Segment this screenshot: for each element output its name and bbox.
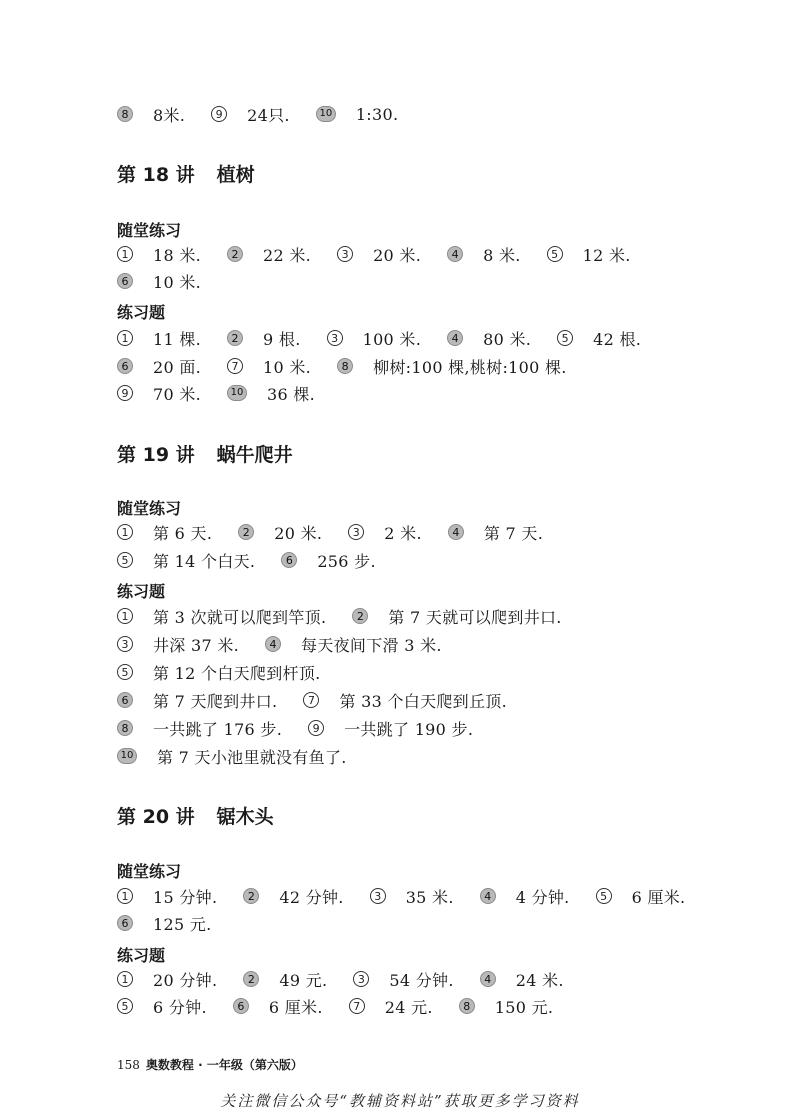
answer-text: 2 米. [384,523,422,543]
answer-text: 第 7 天小池里就没有鱼了. [157,747,347,767]
answer-number-badge: 1 [117,524,133,540]
answer-text: 80 米. [483,329,532,349]
answer-text: 10 米. [153,272,202,292]
answer-item [316,105,399,124]
section-title: 随堂练习 [117,499,182,518]
answer-number-badge: 6 [117,358,133,374]
answer-text: 49 元. [279,970,328,990]
answer-item [308,717,473,740]
answer-text: 42 分钟. [279,887,344,907]
answer-number-badge: 9 [117,385,133,401]
answer-item [233,995,323,1018]
answer-row [117,631,468,657]
answer-number-badge: 1 [117,246,133,262]
answer-item [117,885,217,908]
answer-number-badge: 2 [227,330,243,346]
answer-text: 54 分钟. [389,970,454,990]
answer-number-badge: 6 [117,692,133,708]
answer-text: 70 米. [153,384,202,404]
answer-item [117,745,347,768]
answer-row [117,993,579,1019]
answer-item [448,521,543,544]
answer-text: 一共跳了 176 步. [153,719,283,739]
answer-item [211,103,290,126]
answer-number-badge: 1 [117,608,133,624]
section-title: 练习题 [117,582,166,601]
answer-item [227,327,301,350]
lecture-topic: 植树 [216,164,255,186]
answer-row [117,268,227,294]
answer-number-badge: 1 [117,971,133,987]
answer-text: 8 米. [483,245,521,265]
answer-text: 每天夜间下滑 3 米. [301,635,442,655]
answer-text: 第 12 个白天爬到杆顶. [153,663,321,683]
answer-item [117,270,201,293]
answer-item [352,605,561,628]
lecture-number: 第 18 讲 [117,164,195,186]
answer-text: 10 米. [263,357,312,377]
answer-number-badge: 4 [447,330,463,346]
answer-text: 24只. [247,105,290,125]
answer-item [349,995,433,1018]
answer-row [117,966,590,992]
answer-number-badge: 3 [337,246,353,262]
answer-number-badge: 2 [243,888,259,904]
answer-row [117,883,711,909]
answer-item [117,995,207,1018]
answer-number-badge: 5 [117,552,133,568]
top-answer-row [117,101,424,127]
answer-number-badge: 1 [117,888,133,904]
answer-number-badge: 4 [480,971,496,987]
answer-item [265,633,442,656]
answer-text: 24 米. [515,970,564,990]
answer-text: 20 米. [373,245,422,265]
answer-number-badge: 2 [352,608,368,624]
answer-item [370,885,454,908]
answer-item [117,661,321,684]
answer-item [117,382,201,405]
answer-text: 井深 37 米. [153,635,240,655]
section-title: 随堂练习 [117,862,182,881]
answer-number-badge: 10 [316,106,336,122]
answer-number-badge: 2 [238,524,254,540]
answer-number-badge: 6 [117,915,133,931]
answer-text: 1:30. [355,104,399,124]
answer-text: 9 根. [263,329,301,349]
answer-item [337,355,567,378]
answer-number-badge: 6 [233,998,249,1014]
answer-number-badge: 3 [117,636,133,652]
answer-number-badge: 7 [227,358,243,374]
answer-text: 第 33 个白天爬到丘顶. [339,691,507,711]
answer-item [227,382,315,405]
answer-number-badge: 3 [348,524,364,540]
answer-number-badge: 5 [117,664,133,680]
answer-number-badge: 4 [265,636,281,652]
lecture-heading [117,440,293,467]
answer-text: 第 14 个白天. [153,551,256,571]
answer-item [117,327,201,350]
answer-text: 15 分钟. [153,887,218,907]
answer-text: 6 厘米. [631,887,686,907]
answer-text: 20 面. [153,357,202,377]
answer-number-badge: 5 [547,246,563,262]
answer-item [117,605,326,628]
answer-row [117,659,347,685]
answer-item [117,717,282,740]
answer-item [348,521,422,544]
answer-text: 第 7 天就可以爬到井口. [388,607,562,627]
answer-number-badge: 4 [447,246,463,262]
lecture-topic: 蜗牛爬井 [216,444,293,466]
answer-row [117,715,499,741]
answer-item [238,521,322,544]
answer-text: 18 米. [153,245,202,265]
answer-text: 6 厘米. [268,997,323,1017]
lecture-topic: 锯木头 [216,806,274,828]
answer-row [117,547,402,573]
answer-text: 20 分钟. [153,970,218,990]
answer-item [480,968,564,991]
answer-text: 第 7 天. [483,523,544,543]
answer-text: 柳树:100 棵,桃树:100 棵. [373,357,567,377]
answer-item [327,327,422,350]
answer-text: 11 棵. [153,329,202,349]
answer-row [117,687,533,713]
answer-text: 100 米. [362,329,422,349]
answer-text: 42 根. [593,329,642,349]
answer-row [117,380,341,406]
answer-number-badge: 5 [117,998,133,1014]
answer-number-badge: 2 [227,246,243,262]
answer-number-badge: 3 [370,888,386,904]
answer-item [596,885,686,908]
answer-text: 第 6 天. [153,523,213,543]
answer-number-badge: 9 [211,106,227,122]
answer-number-badge: 10 [227,385,247,401]
answer-item [117,633,239,656]
answer-item [227,243,311,266]
answer-row [117,353,593,379]
answer-item [227,355,311,378]
answer-number-badge: 8 [117,106,133,122]
answer-number-badge: 8 [459,998,475,1014]
answer-row [117,910,238,936]
lecture-number: 第 20 讲 [117,806,195,828]
answer-number-badge: 5 [596,888,612,904]
page-footer [117,1056,303,1073]
answer-number-badge: 9 [308,720,324,736]
answer-item [353,968,453,991]
book-title: 奥数教程 · 一年级（第六版） [145,1058,303,1072]
answer-number-badge: 8 [337,358,353,374]
section-title: 随堂练习 [117,221,182,240]
answer-item [447,327,531,350]
watermark-text: 关注微信公众号“教辅资料站”获取更多学习资料 [220,1092,580,1110]
answer-number-badge: 1 [117,330,133,346]
page-number: 158 [117,1058,140,1072]
answer-row [117,603,588,629]
lecture-number: 第 19 讲 [117,444,195,466]
answer-item [557,327,641,350]
answer-item [243,885,343,908]
answer-number-badge: 8 [117,720,133,736]
answer-text: 20 米. [274,523,323,543]
answer-number-badge: 2 [243,971,259,987]
answer-item [117,912,212,935]
answer-item [117,689,277,712]
answer-item [459,995,554,1018]
answer-text: 一共跳了 190 步. [344,719,474,739]
answer-text: 8米. [153,105,186,125]
answer-row [117,519,569,545]
section-title: 练习题 [117,303,166,322]
answer-row [117,743,373,769]
answer-text: 35 米. [405,887,454,907]
answer-item [480,885,570,908]
answer-number-badge: 7 [349,998,365,1014]
answer-row [117,241,657,267]
answer-item [337,243,421,266]
answer-item [281,549,376,572]
answer-number-badge: 5 [557,330,573,346]
section-title: 练习题 [117,946,166,965]
answer-text: 第 3 次就可以爬到竿顶. [153,607,327,627]
answer-item [117,243,201,266]
answer-text: 4 分钟. [515,887,570,907]
answer-item [117,968,217,991]
lecture-heading [117,802,274,829]
answer-text: 12 米. [582,245,631,265]
answer-number-badge: 6 [281,552,297,568]
answer-number-badge: 4 [480,888,496,904]
answer-item [117,355,201,378]
answer-item [117,103,185,126]
answer-item [243,968,327,991]
answer-number-badge: 3 [327,330,343,346]
answer-text: 125 元. [153,914,212,934]
answer-item [303,689,507,712]
lecture-heading [117,160,255,187]
answer-number-badge: 7 [303,692,319,708]
answer-text: 第 7 天爬到井口. [153,691,278,711]
answer-text: 24 元. [384,997,433,1017]
answer-number-badge: 10 [117,748,137,764]
answer-item [117,521,212,544]
answer-text: 6 分钟. [153,997,207,1017]
answer-text: 256 步. [317,551,376,571]
answer-row [117,325,667,351]
answer-item [117,549,255,572]
answer-text: 150 元. [494,997,554,1017]
answer-item [447,243,521,266]
answer-number-badge: 3 [353,971,369,987]
answer-number-badge: 4 [448,524,464,540]
answer-text: 22 米. [263,245,312,265]
answer-item [547,243,631,266]
answer-text: 36 棵. [267,384,316,404]
answer-number-badge: 6 [117,273,133,289]
